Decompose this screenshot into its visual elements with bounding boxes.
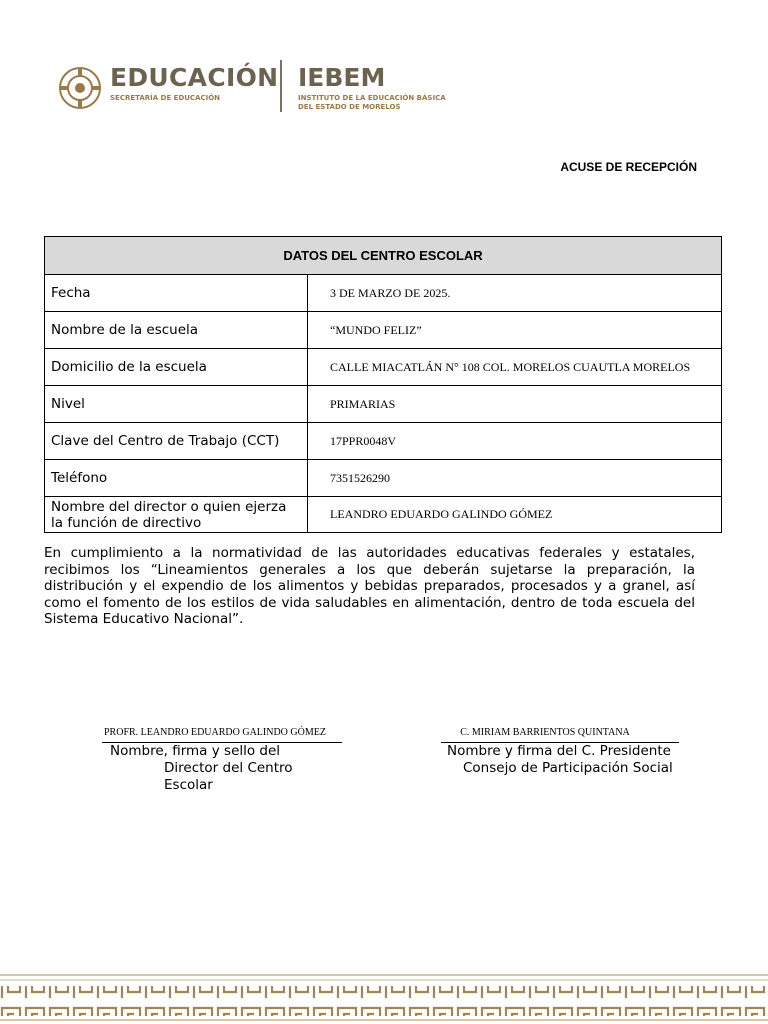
- row-label-level: Nivel: [45, 386, 308, 423]
- education-title: EDUCACIÓN: [110, 63, 279, 92]
- iebem-subtitle-line1: INSTITUTO DE LA EDUCACIÓN BÁSICA: [298, 94, 446, 102]
- row-label-fecha: Fecha: [45, 275, 308, 312]
- row-value-director: LEANDRO EDUARDO GALINDO GÓMEZ: [308, 497, 722, 533]
- table-row: [45, 423, 722, 460]
- signature-role-line2: Consejo de Participación Social: [463, 760, 673, 776]
- signature-role-line3: Escolar: [164, 777, 213, 793]
- table-row: [45, 497, 722, 533]
- signature-name-director: PROFR. LEANDRO EDUARDO GALINDO GÓMEZ: [104, 727, 326, 738]
- table-row: [45, 349, 722, 386]
- header-logos: [56, 60, 476, 120]
- body-paragraph: En cumplimiento a la normatividad de las autoridades educativas federales y estatales, recibimos los “Lineamientos generales a los que deberán sujetarse la preparación, la distribución y el expendio de los alimentos y bebidas preparados, procesados y a granel, así como el fomento de los estilos de vida saludables en alimentación, dentro de toda escuela del Sistema Educativo Nacional”.: [44, 545, 695, 627]
- table-header-row: [45, 237, 722, 275]
- signature-role-director: [102, 743, 342, 794]
- table-row: [45, 460, 722, 497]
- row-value-address: CALLE MIACATLÁN N° 108 COL. MORELOS CUAUTLA MORELOS: [308, 349, 722, 386]
- iebem-subtitle-line2: DEL ESTADO DE MORELOS: [298, 103, 401, 111]
- row-label-director: Nombre del director o quien ejerza la función de directivo: [45, 497, 308, 533]
- signature-block-president: [441, 727, 679, 777]
- table-row: [45, 275, 722, 312]
- row-value-school-name: “MUNDO FELIZ”: [308, 312, 722, 349]
- signature-role-line1: Nombre, firma y sello del: [110, 743, 281, 759]
- row-value-level: PRIMARIAS: [308, 386, 722, 423]
- table-header: DATOS DEL CENTRO ESCOLAR: [45, 237, 722, 275]
- signature-role-president: [441, 743, 679, 777]
- education-subtitle: SECRETARÍA DE EDUCACIÓN: [110, 94, 221, 102]
- row-label-school-name: Nombre de la escuela: [45, 312, 308, 349]
- decorative-border-pattern: [0, 972, 768, 1024]
- row-value-phone: 7351526290: [308, 460, 722, 497]
- signature-name-president: C. MIRIAM BARRIENTOS QUINTANA: [460, 727, 630, 738]
- coat-of-arms-emblem: [56, 64, 104, 112]
- signature-block-director: [102, 727, 342, 794]
- row-label-phone: Teléfono: [45, 460, 308, 497]
- table-row: [45, 312, 722, 349]
- signature-role-line2: Director del Centro: [164, 760, 293, 776]
- row-value-fecha: 3 DE MARZO DE 2025.: [308, 275, 722, 312]
- school-data-table: [44, 236, 722, 533]
- signature-role-line1: Nombre y firma del C. Presidente: [447, 743, 671, 759]
- row-label-cct: Clave del Centro de Trabajo (CCT): [45, 423, 308, 460]
- row-value-cct: 17PPR0048V: [308, 423, 722, 460]
- iebem-title: IEBEM: [298, 63, 386, 92]
- table-row: [45, 386, 722, 423]
- document-title: ACUSE DE RECEPCIÓN: [560, 160, 697, 174]
- row-label-address: Domicilio de la escuela: [45, 349, 308, 386]
- logo-divider: [280, 60, 282, 112]
